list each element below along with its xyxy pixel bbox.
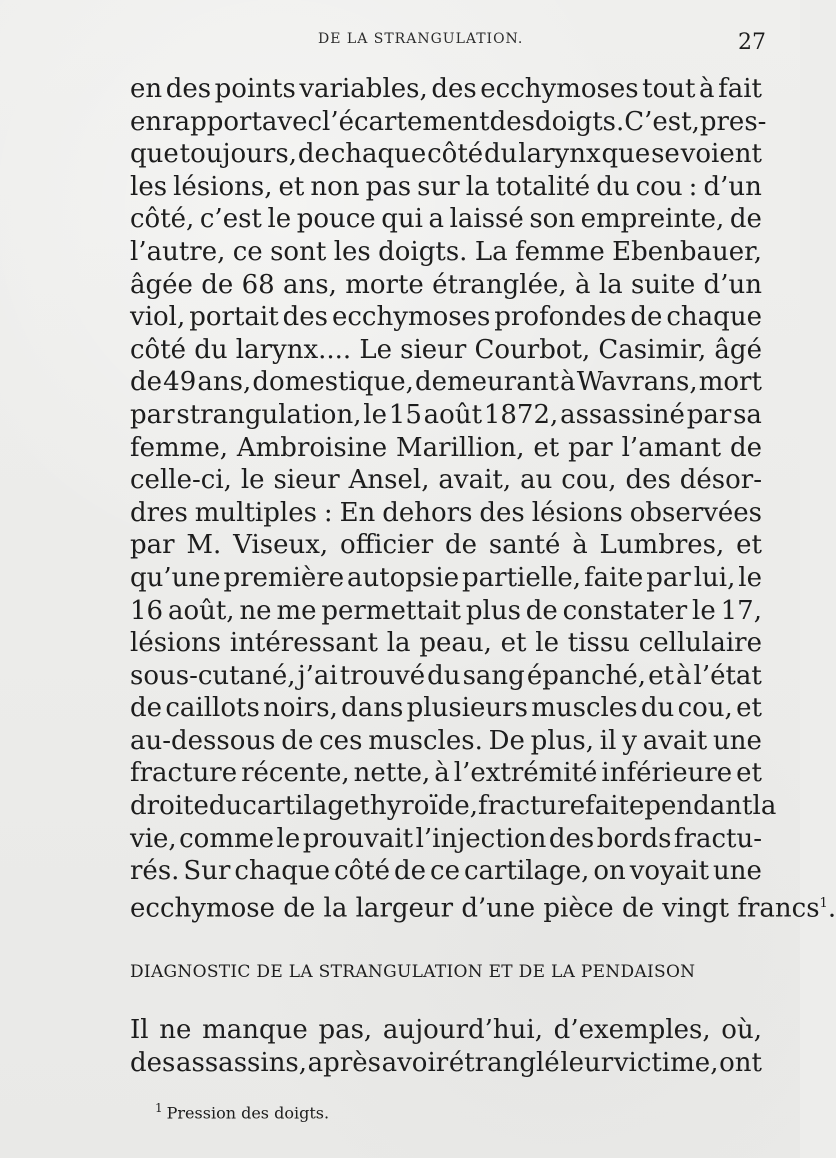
body-word: muscles	[531, 693, 638, 724]
body-word: par	[130, 399, 175, 430]
body-word: celle-ci,	[130, 465, 232, 496]
body-word: d’un	[703, 171, 762, 202]
body-word: cartilage,	[463, 856, 590, 887]
body-word: larynx....	[235, 334, 352, 365]
body-word: ces	[319, 725, 363, 756]
body-word: :	[688, 171, 698, 202]
body-word: Ambroisine	[236, 432, 388, 463]
body-line-20	[130, 692, 762, 725]
section-word: ne	[159, 1015, 192, 1045]
body-line-21	[130, 725, 762, 758]
body-word: en	[130, 106, 163, 137]
body-line-25	[130, 855, 762, 888]
body-word: Lumbres,	[599, 530, 725, 561]
body-word: rés.	[130, 856, 180, 887]
body-word: sang	[462, 660, 525, 691]
body-word: avait	[642, 725, 708, 756]
section-word: victime,	[613, 1047, 719, 1078]
body-word: strangulation,	[176, 399, 362, 430]
body-line-1	[130, 73, 762, 106]
body-word: C’est,	[624, 106, 700, 137]
section-word: avoir	[381, 1047, 449, 1078]
body-word: des	[479, 497, 525, 528]
body-word: de	[394, 856, 427, 887]
section-word: d’exemples,	[553, 1015, 711, 1045]
body-word: les	[130, 171, 168, 202]
body-word: chaque	[666, 302, 762, 333]
body-line-7	[130, 269, 762, 302]
footnote-text: Pression des doigts.	[166, 1103, 330, 1123]
body-word: en	[130, 74, 163, 104]
body-word: du	[427, 660, 461, 691]
body-word: lésions	[130, 628, 222, 659]
body-word: côté	[427, 139, 484, 170]
body-line-5	[130, 203, 762, 236]
body-word: santé	[488, 530, 561, 561]
body-word: et	[648, 660, 674, 691]
body-word: cou,	[677, 693, 733, 724]
body-word: des	[165, 74, 212, 104]
body-word: du	[640, 693, 675, 724]
body-word: du	[194, 334, 228, 365]
body-word: l’écartement	[322, 106, 490, 137]
body-word: dans	[341, 693, 404, 724]
body-word: le	[738, 562, 762, 593]
body-line-17	[130, 595, 762, 628]
body-word: fractu-	[673, 823, 762, 854]
body-word: ce	[430, 856, 460, 887]
last-line-text: ecchymose de la largeur d’une pièce de vingt francs	[130, 893, 820, 924]
body-word: y	[622, 725, 637, 756]
section-body	[130, 1014, 762, 1079]
running-head: DE LA STRANGULATION.	[318, 31, 524, 47]
body-word: voyait	[629, 856, 710, 887]
body-word: ce	[232, 236, 263, 267]
body-word: morte	[345, 269, 424, 300]
body-word: qu’une	[130, 562, 221, 593]
body-word: cou	[635, 171, 683, 202]
section-word: étranglé	[448, 1047, 560, 1078]
body-word: le	[692, 595, 716, 626]
section-word: assassins,	[176, 1047, 308, 1078]
body-word: doigts.	[378, 236, 468, 267]
body-word: le	[535, 628, 559, 659]
body-word: août,	[167, 595, 235, 626]
body-word: me	[276, 595, 317, 626]
body-word: la	[752, 791, 777, 822]
body-line-24	[130, 823, 762, 856]
body-word: officier	[340, 530, 434, 561]
footnote-reference-mark: 1	[819, 895, 828, 911]
body-line-22	[130, 757, 762, 790]
section-word: Il	[130, 1015, 149, 1045]
body-line-18	[130, 627, 762, 660]
body-word: il	[599, 725, 617, 756]
body-word: la	[386, 628, 411, 659]
body-word: côté	[130, 334, 187, 365]
body-word: sur	[417, 171, 460, 202]
body-word: larynx	[518, 139, 601, 170]
body-word: femme	[515, 236, 605, 267]
body-word: par	[130, 530, 175, 561]
body-word: et	[736, 530, 762, 561]
body-word: à	[574, 269, 591, 300]
body-word: par	[568, 432, 613, 463]
body-word: chaque	[330, 139, 427, 170]
body-word: j’ai	[297, 660, 338, 691]
body-word: pres-	[699, 106, 767, 137]
section-word: manque	[202, 1015, 308, 1045]
body-word: femme,	[130, 432, 228, 463]
body-word: dehors	[382, 497, 473, 528]
body-line-10	[130, 366, 762, 399]
body-word: 16	[130, 595, 164, 626]
section-word: après	[307, 1047, 381, 1078]
body-word: En	[339, 497, 376, 528]
section-word: aujourd’hui,	[382, 1015, 543, 1045]
body-word: nette,	[353, 758, 431, 789]
body-line-3	[130, 138, 762, 171]
section-word: leur	[560, 1047, 614, 1078]
body-word: assassiné	[560, 399, 685, 430]
body-word: l’extrémité	[453, 758, 598, 789]
body-word: l’injection	[415, 823, 547, 854]
body-word: sieur	[400, 334, 467, 365]
body-word: le	[240, 465, 265, 496]
body-word: La	[474, 236, 508, 267]
body-word: plus	[465, 595, 521, 626]
body-word: à	[699, 74, 715, 104]
body-word: de	[630, 302, 663, 333]
body-word: sous-cutané,	[130, 660, 296, 691]
body-word: prouvait	[302, 823, 414, 854]
body-line-8	[130, 301, 762, 334]
body-word: Marillion,	[396, 432, 525, 463]
body-word: tout	[642, 74, 696, 104]
body-word: l’amant	[621, 432, 722, 463]
body-word: sieur	[273, 465, 340, 496]
body-word: l’état	[693, 660, 762, 691]
body-word: de	[297, 139, 330, 170]
body-line-11	[130, 399, 762, 432]
body-word: pouce	[296, 204, 376, 235]
body-line-12	[130, 432, 762, 465]
body-word: Ebenbauer,	[612, 236, 762, 267]
body-word: observées	[629, 497, 762, 528]
body-word: le	[276, 823, 301, 854]
body-word: 68	[241, 269, 275, 300]
body-word: du	[208, 791, 243, 822]
section-line-1	[130, 1014, 762, 1047]
body-word: les	[333, 236, 371, 267]
body-word: De	[488, 725, 525, 756]
body-word: épanché,	[526, 660, 647, 691]
body-word: cartilage	[242, 791, 360, 822]
body-word: a	[428, 204, 445, 235]
body-word: ans,	[283, 269, 337, 300]
body-word: peau,	[419, 628, 492, 659]
body-word: plusieurs	[406, 693, 528, 724]
body-word: des	[431, 74, 477, 104]
body-word: toujours,	[179, 139, 297, 170]
body-word: chaque	[234, 856, 330, 887]
body-word: multiples	[194, 497, 317, 528]
body-word: intéressant	[229, 628, 378, 659]
body-word: se	[651, 139, 680, 170]
body-word: variables,	[299, 74, 428, 104]
body-word: de	[445, 530, 478, 561]
body-word: points	[214, 74, 296, 104]
body-word: avait,	[438, 465, 512, 496]
body-word: cellulaire	[638, 628, 762, 659]
section-word: pas,	[318, 1015, 373, 1045]
body-word: droite	[130, 791, 209, 822]
body-word: empreinte,	[580, 204, 725, 235]
body-word: profondes	[494, 302, 627, 333]
body-word: récente,	[241, 758, 350, 789]
body-line-16	[130, 562, 762, 595]
body-word: de	[729, 432, 762, 463]
body-word: au-dessous	[130, 725, 276, 756]
body-word: faite	[585, 791, 645, 822]
body-word: de	[201, 269, 234, 300]
section-word: où,	[721, 1015, 762, 1045]
body-word: demeurant	[414, 367, 559, 398]
body-line-15	[130, 529, 762, 562]
body-word: ecchymoses	[331, 302, 491, 333]
body-word: caillots	[165, 693, 260, 724]
body-line-14	[130, 497, 762, 530]
body-word: sa	[733, 399, 762, 430]
body-word: de	[130, 367, 163, 398]
body-word: autopsie	[347, 562, 460, 593]
body-word: et	[533, 432, 560, 463]
section-word: des	[130, 1047, 176, 1078]
body-word: au	[520, 465, 553, 496]
body-word: muscles.	[368, 725, 483, 756]
body-word: de	[729, 204, 762, 235]
body-line-19	[130, 660, 762, 693]
body-word: à	[675, 660, 692, 691]
body-word: l’autre,	[130, 236, 226, 267]
body-word: et	[500, 628, 527, 659]
body-word: pendant	[644, 791, 753, 822]
body-text	[130, 73, 836, 924]
body-word: première	[223, 562, 345, 593]
body-word: Casimir,	[598, 334, 707, 365]
body-word: on	[593, 856, 626, 887]
body-word: des	[548, 823, 595, 854]
body-word: laissé	[449, 204, 524, 235]
body-word: faite	[583, 562, 644, 593]
section-line-2	[130, 1047, 762, 1080]
body-word: fracture	[477, 791, 586, 822]
body-word: tissu	[567, 628, 630, 659]
body-word: à	[560, 367, 576, 398]
body-word: de	[281, 725, 314, 756]
body-word: vie,	[130, 823, 177, 854]
body-word: dres	[130, 497, 188, 528]
body-word: et	[736, 758, 762, 789]
body-word: août	[423, 399, 483, 430]
body-word: voient	[680, 139, 762, 170]
body-word: c’est	[199, 204, 262, 235]
body-line-2	[130, 106, 767, 139]
body-line-4	[130, 171, 762, 204]
body-word: Wavrans,	[576, 367, 698, 398]
body-word: portait	[189, 302, 279, 333]
body-word: à	[434, 758, 450, 789]
body-word: du	[596, 171, 630, 202]
body-word: ne	[239, 595, 272, 626]
body-word: une	[713, 856, 762, 887]
body-word: par	[686, 399, 732, 430]
body-word: étranglée,	[432, 269, 567, 300]
body-word: sont	[270, 236, 327, 267]
body-word: côté	[333, 856, 391, 887]
body-word: 15	[388, 399, 422, 430]
body-word: 1872,	[483, 399, 559, 430]
body-word: rapport	[162, 106, 262, 137]
body-word: 17,	[720, 595, 762, 626]
body-word: et	[278, 171, 305, 202]
footnote-mark: 1	[155, 1101, 163, 1115]
body-word: permettait	[321, 595, 462, 626]
body-word: Ansel,	[348, 465, 430, 496]
body-word: fait	[718, 74, 762, 104]
body-word: plus,	[530, 725, 594, 756]
body-word: noirs,	[263, 693, 338, 724]
body-word: que	[601, 139, 651, 170]
body-word: à	[572, 530, 588, 561]
body-word: totalité	[495, 171, 591, 202]
body-line-26	[130, 888, 836, 924]
body-word: Courbot,	[474, 334, 591, 365]
body-line-6	[130, 236, 762, 269]
body-word: son	[529, 204, 576, 235]
body-word: pas	[365, 171, 412, 202]
body-word: âgé	[714, 334, 762, 365]
body-word: ans,	[197, 367, 252, 398]
body-word: que	[130, 139, 179, 170]
footnote	[155, 1097, 329, 1124]
page-header	[0, 30, 800, 54]
body-word: fracture	[130, 758, 238, 789]
body-word: et	[736, 693, 762, 724]
body-word: le	[363, 399, 387, 430]
body-word: du	[484, 139, 518, 170]
body-line-13	[130, 464, 762, 497]
body-word: thyroïde,	[359, 791, 478, 822]
body-word: âgée	[130, 269, 193, 300]
body-word: une	[712, 725, 762, 756]
body-line-9	[130, 334, 762, 367]
body-word: lui,	[693, 562, 736, 593]
section-word: ont	[719, 1047, 762, 1078]
body-word: des	[625, 465, 671, 496]
body-word: non	[310, 171, 360, 202]
body-word: 49	[163, 367, 197, 398]
body-word: doigts.	[534, 106, 625, 137]
body-word: de	[130, 693, 163, 724]
body-line-23	[130, 790, 777, 823]
body-word: suite	[630, 269, 696, 300]
body-word: viol,	[130, 302, 186, 333]
body-word: :	[323, 497, 333, 528]
body-word: mort	[698, 367, 762, 398]
body-word: Sur	[183, 856, 231, 887]
body-word: par	[646, 562, 691, 593]
body-word: domestique,	[252, 367, 414, 398]
body-word: lésions,	[173, 171, 273, 202]
body-word: avec	[261, 106, 323, 137]
body-word: de	[525, 595, 558, 626]
body-word: qui	[381, 204, 423, 235]
body-word: côté,	[130, 204, 195, 235]
body-word: le	[267, 204, 292, 235]
body-word: cou,	[561, 465, 617, 496]
section-title: DIAGNOSTIC DE LA STRANGULATION ET DE LA PENDAISON	[130, 962, 696, 982]
last-line-period: .	[827, 893, 836, 924]
body-word: d’un	[703, 269, 762, 300]
body-word: des	[282, 302, 329, 333]
body-word: bords	[596, 823, 672, 854]
body-word: des	[489, 106, 535, 137]
body-word: lésions	[531, 497, 623, 528]
page-number: 27	[738, 30, 766, 55]
body-word: la	[465, 171, 490, 202]
body-word: désor-	[679, 465, 762, 496]
body-word: constater	[562, 595, 688, 626]
body-word: ecchymoses	[480, 74, 639, 104]
body-word: inférieure	[601, 758, 733, 789]
body-word: trouvé	[339, 660, 426, 691]
body-word: Viseux,	[233, 530, 329, 561]
body-word: M.	[186, 530, 222, 561]
body-word: comme	[179, 823, 275, 854]
body-word: la	[598, 269, 623, 300]
body-word: partielle,	[462, 562, 582, 593]
body-word: Le	[359, 334, 392, 365]
